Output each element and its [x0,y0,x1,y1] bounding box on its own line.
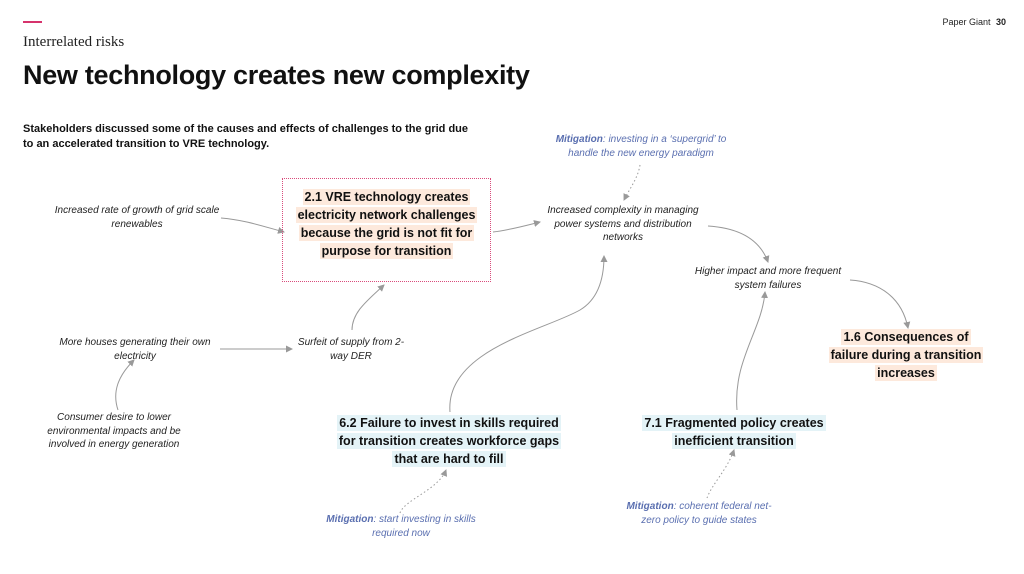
mitigation-label: Mitigation [326,514,374,525]
dotted-skills-to-62 [400,470,446,513]
risk-2-1-label: 2.1 VRE technology creates electricity network challenges because the grid is not fit for purpose for transition [297,190,476,258]
arrow-growth-to-21 [221,218,284,232]
page-number: 30 [995,17,1006,27]
risk-1-6-label: 1.6 Consequences of failure during a transition increases [830,330,982,380]
arrow-complexity-to-failures [708,226,768,262]
mitigation-skills-text: : start investing in skills required now [372,514,476,539]
mitigation-skills [318,513,484,541]
brand-name: Paper Giant [942,17,991,27]
node-surfeit-supply: Surfeit of supply from 2-way DER [297,337,405,362]
mitigation-supergrid [550,133,732,161]
dotted-policy-to-71 [707,450,734,498]
mitigation-label: Mitigation [626,501,674,512]
mitigation-supergrid-text: : investing in a ‘supergrid’ to handle the new energy paradigm [568,134,727,159]
risk-7-1-label: 7.1 Fragmented policy creates inefficient transition [644,416,824,448]
arrow-desire-to-houses [116,360,134,410]
section-eyebrow: Interrelated risks [23,34,125,50]
mitigation-policy-text: : coherent federal net-zero policy to guide states [641,501,772,526]
node-consumer-desire: Consumer desire to lower environmental impacts and be involved in energy generation [47,412,181,450]
risk-2-1-box [282,178,491,282]
arrow-failures-to-16 [850,280,908,328]
mitigation-label: Mitigation [555,134,603,145]
node-houses-generating: More houses generating their own electricity [59,337,211,362]
arrow-71-to-failures [737,292,765,410]
risk-7-1 [636,414,832,450]
node-increased-complexity: Increased complexity in managing power systems and distribution networks [547,205,699,243]
node-system-failures: Higher impact and more frequent system failures [694,266,842,291]
risk-6-2 [330,414,568,468]
risk-6-2-label: 6.2 Failure to invest in skills required for transition creates workforce gaps that are hard to fill [338,416,560,466]
mitigation-policy [624,500,774,528]
arrow-surfeit-to-21 [352,285,384,330]
arrow-21-to-complexity [493,222,540,232]
risk-1-6 [822,328,990,382]
dotted-supergrid-to-complexity [624,165,640,200]
page-title: New technology creates new complexity [23,60,530,90]
page-subtitle: Stakeholders discussed some of the causes and effects of challenges to the grid due to an accelerated transition to VRE technology. [23,123,469,150]
node-grid-growth: Increased rate of growth of grid scale renewables [54,205,220,230]
